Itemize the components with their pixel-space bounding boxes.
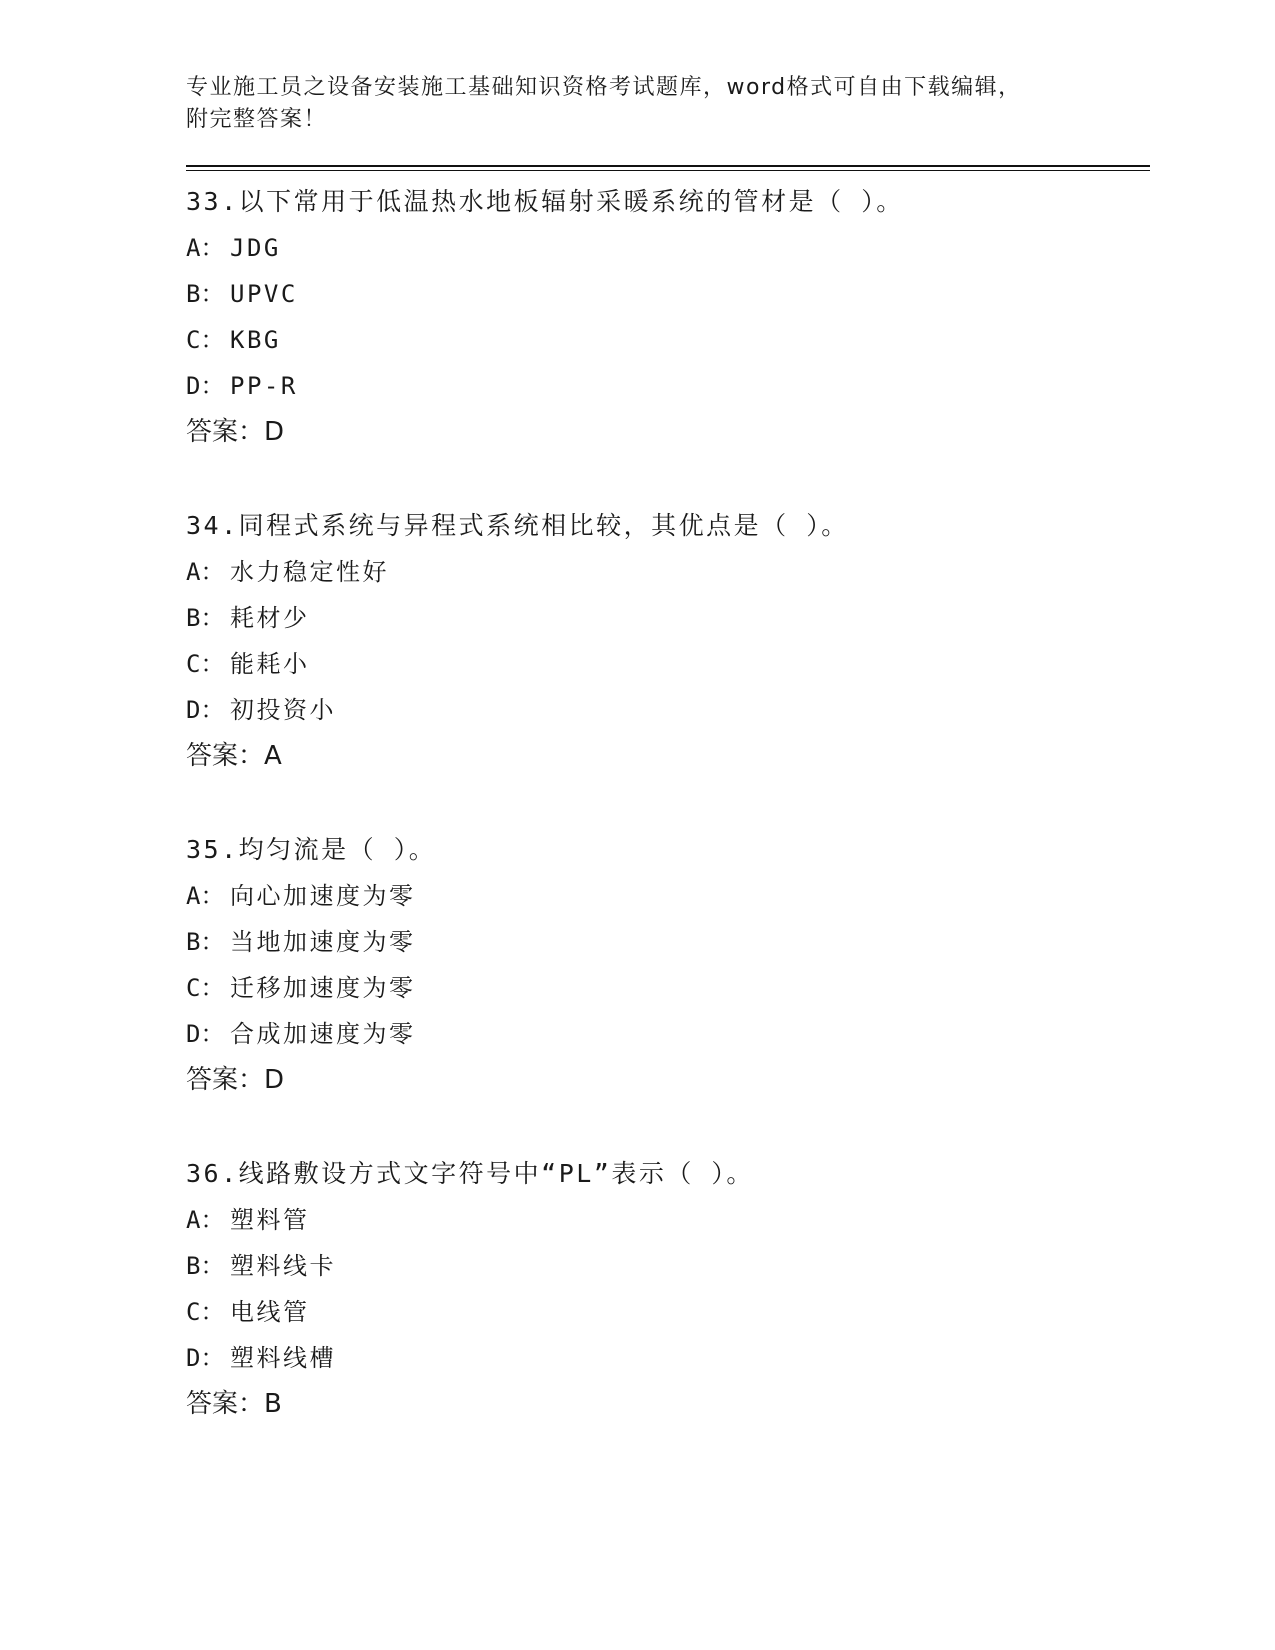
option-b xyxy=(186,919,1150,965)
option-text: 向心加速度为零 xyxy=(230,882,416,910)
option-text: 初投资小 xyxy=(230,696,336,724)
option-key: D： xyxy=(186,696,225,724)
option-key: B： xyxy=(186,604,225,632)
option-a xyxy=(186,1197,1150,1243)
option-c xyxy=(186,965,1150,1011)
option-a xyxy=(186,873,1150,919)
option-text: KBG xyxy=(230,326,281,354)
option-text: 水力稳定性好 xyxy=(230,558,389,586)
option-d xyxy=(186,687,1150,733)
header-divider xyxy=(186,165,1150,171)
question-36 xyxy=(186,1151,1150,1427)
option-text: JDG xyxy=(230,234,281,262)
option-text: 电线管 xyxy=(230,1298,310,1326)
question-stem: 36.线路敷设方式文字符号中“PL”表示（ ）。 xyxy=(186,1159,754,1188)
answer-line xyxy=(186,733,1150,779)
answer-line xyxy=(186,1057,1150,1103)
option-key: C： xyxy=(186,650,225,678)
option-key: D： xyxy=(186,372,225,400)
option-text: PP-R xyxy=(230,372,298,400)
question-34 xyxy=(186,503,1150,779)
question-35 xyxy=(186,827,1150,1103)
option-text: 迁移加速度为零 xyxy=(230,974,416,1002)
option-key: A： xyxy=(186,234,225,262)
option-d xyxy=(186,363,1150,409)
option-text: 塑料管 xyxy=(230,1206,310,1234)
question-stem: 35.均匀流是（ ）。 xyxy=(186,835,437,864)
header-line-2: 附完整答案！ xyxy=(186,107,328,132)
option-text: 塑料线卡 xyxy=(230,1252,336,1280)
question-list xyxy=(186,179,1150,1427)
option-key: B： xyxy=(186,1252,225,1280)
option-d xyxy=(186,1011,1150,1057)
option-key: D： xyxy=(186,1344,225,1372)
option-text: 能耗小 xyxy=(230,650,310,678)
option-key: B： xyxy=(186,280,225,308)
option-key: C： xyxy=(186,1298,225,1326)
option-text: 塑料线槽 xyxy=(230,1344,336,1372)
answer-value: D xyxy=(264,1065,285,1095)
answer-label: 答案： xyxy=(186,417,265,447)
answer-value: B xyxy=(264,1389,282,1419)
option-b xyxy=(186,271,1150,317)
option-b xyxy=(186,1243,1150,1289)
question-33 xyxy=(186,179,1150,455)
answer-label: 答案： xyxy=(186,741,265,771)
header-line-1: 专业施工员之设备安装施工基础知识资格考试题库，word格式可自由下载编辑， xyxy=(186,75,1022,100)
question-stem: 33.以下常用于低温热水地板辐射采暖系统的管材是（ ）。 xyxy=(186,187,904,216)
answer-value: A xyxy=(264,741,282,771)
option-text: 合成加速度为零 xyxy=(230,1020,416,1048)
option-key: B： xyxy=(186,928,225,956)
option-c xyxy=(186,641,1150,687)
option-key: C： xyxy=(186,326,225,354)
answer-line xyxy=(186,1381,1150,1427)
option-key: C： xyxy=(186,974,225,1002)
option-text: UPVC xyxy=(230,280,298,308)
answer-value: D xyxy=(264,417,285,447)
option-key: A： xyxy=(186,882,225,910)
option-key: A： xyxy=(186,1206,225,1234)
answer-label: 答案： xyxy=(186,1065,265,1095)
document-page xyxy=(186,72,1150,1475)
option-d xyxy=(186,1335,1150,1381)
answer-label: 答案： xyxy=(186,1389,265,1419)
answer-line xyxy=(186,409,1150,455)
option-c xyxy=(186,317,1150,363)
option-key: A： xyxy=(186,558,225,586)
option-b xyxy=(186,595,1150,641)
document-header xyxy=(186,72,1150,136)
option-text: 当地加速度为零 xyxy=(230,928,416,956)
option-c xyxy=(186,1289,1150,1335)
option-a xyxy=(186,225,1150,271)
option-text: 耗材少 xyxy=(230,604,310,632)
option-key: D： xyxy=(186,1020,225,1048)
option-a xyxy=(186,549,1150,595)
question-stem: 34.同程式系统与异程式系统相比较，其优点是（ ）。 xyxy=(186,511,849,540)
